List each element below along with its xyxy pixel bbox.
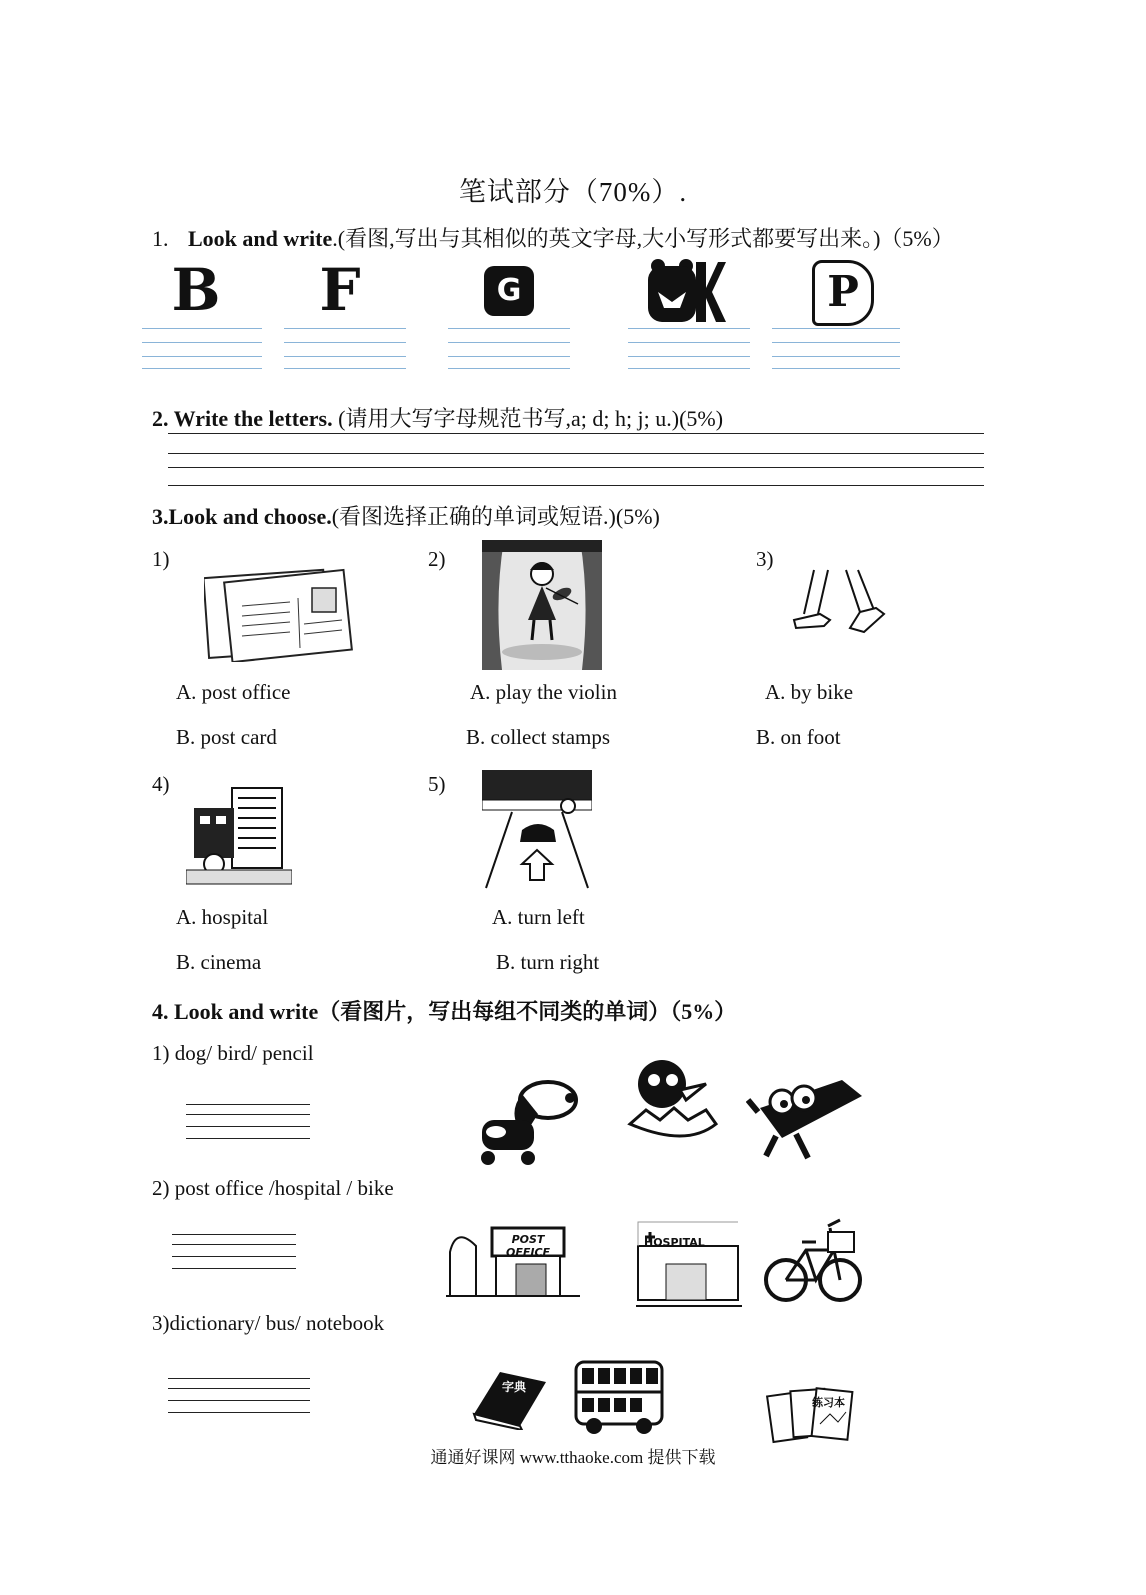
group-1-answer-lines[interactable]	[186, 1104, 310, 1138]
hospital-picture	[636, 1218, 742, 1308]
group-2-answer-lines[interactable]	[172, 1234, 296, 1268]
group-3-label: 3)dictionary/ bus/ notebook	[152, 1311, 385, 1335]
post-office-sign: POST OFFICE	[505, 1233, 551, 1259]
letter-k-cell	[628, 258, 750, 376]
letter-pictures-row	[138, 258, 908, 376]
dictionary-picture	[470, 1368, 550, 1430]
item-1-number: 1)	[152, 547, 170, 571]
question-4-heading	[152, 995, 736, 1026]
question-1-instruction: .(看图,写出与其相似的英文字母,大小写形式都要写出来。)（5%）	[332, 226, 954, 251]
question-1-heading	[152, 222, 954, 253]
dog-icon	[466, 1074, 582, 1166]
item-2-option-a[interactable]: A. play the violin	[470, 680, 617, 704]
item-3-number: 3)	[756, 547, 774, 571]
question-2-title: 2. Write the letters.	[152, 406, 333, 431]
hospital-icon	[636, 1218, 742, 1308]
bike-icon	[764, 1214, 862, 1310]
letter-p-cell	[772, 258, 900, 376]
notebook-picture	[766, 1384, 856, 1446]
item-1-option-a[interactable]: A. post office	[176, 680, 291, 704]
question-1-number: 1.	[152, 226, 169, 251]
pencil-character-icon	[746, 1072, 870, 1162]
writing-lines-q2[interactable]	[168, 433, 984, 487]
footer-source: 通通好课网 www.tthaoke.com 提供下载	[430, 1448, 716, 1467]
question-3-instruction: (看图选择正确的单词或短语.)(5%)	[331, 504, 660, 529]
item-3-option-b[interactable]: B. on foot	[756, 725, 841, 749]
letter-p-picture: P	[812, 260, 874, 326]
question-4-instruction: （看图片，写出每组不同类的单词）（5%）	[318, 999, 737, 1024]
notebook-cover-text: 练习本	[812, 1396, 845, 1409]
question-1-title: Look and write	[188, 226, 333, 251]
page-title: 笔试部分（70%）.	[458, 177, 688, 207]
item-2-option-b[interactable]: B. collect stamps	[466, 725, 611, 749]
group-3-answer-lines[interactable]	[168, 1378, 310, 1412]
item-4-number: 4)	[152, 772, 170, 796]
question-3-title: 3.Look and choose.	[152, 504, 332, 529]
post-office-picture	[446, 1222, 580, 1298]
group-1-label: 1) dog/ bird/ pencil	[152, 1041, 314, 1065]
item-5-option-a[interactable]: A. turn left	[492, 905, 585, 929]
item-2-number: 2)	[428, 547, 446, 571]
letter-b-cell	[142, 258, 262, 376]
double-decker-bus-icon	[574, 1356, 666, 1436]
girl-violin-icon	[482, 540, 602, 670]
letter-f-picture: F	[319, 256, 361, 324]
hospital-sign: HOSPITAL	[644, 1236, 705, 1249]
item-3-option-a[interactable]: A. by bike	[765, 680, 854, 704]
postcard-icon	[204, 562, 354, 662]
city-buildings-icon	[186, 786, 292, 886]
item-4-option-a[interactable]: A. hospital	[176, 905, 269, 929]
letter-g-cell	[448, 258, 570, 376]
question-2-instruction: (请用大写字母规范书写,a; d; h; j; u.)(5%)	[338, 406, 724, 431]
question-4-title: 4. Look and write	[152, 999, 319, 1024]
question-2-heading	[152, 402, 723, 433]
dictionary-cover-text: 字典	[502, 1380, 527, 1394]
letter-b-picture: B	[171, 256, 221, 324]
item-5-number: 5)	[428, 772, 446, 796]
group-2-label: 2) post office /hospital / bike	[152, 1176, 394, 1200]
item-5-option-b[interactable]: B. turn right	[496, 950, 600, 974]
turn-street-icon	[482, 770, 592, 890]
letter-g-picture: G	[484, 266, 534, 316]
walking-feet-icon	[790, 568, 886, 638]
item-4-option-b[interactable]: B. cinema	[176, 950, 262, 974]
item-1-option-b[interactable]: B. post card	[176, 725, 277, 749]
letter-f-cell	[284, 258, 406, 376]
bird-icon	[626, 1054, 720, 1148]
question-3-heading	[152, 500, 660, 531]
